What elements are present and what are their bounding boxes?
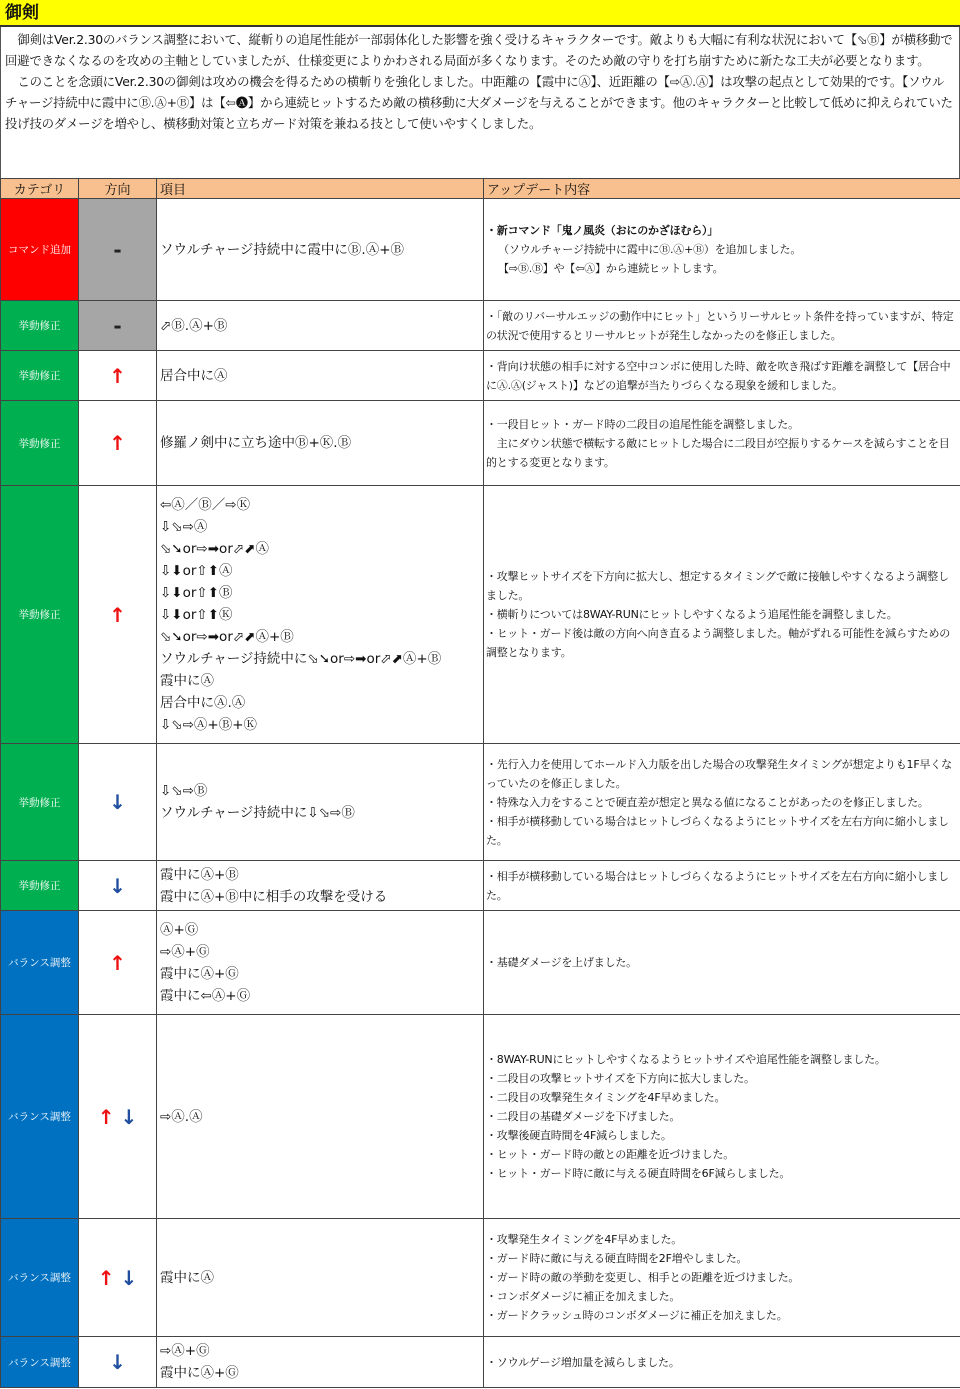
category-cell: 挙動修正 [1, 351, 79, 401]
item-cell [157, 351, 484, 401]
update-table [0, 178, 960, 1388]
table-row [1, 351, 960, 401]
update-cell [484, 401, 960, 486]
category-cell: 挙動修正 [1, 301, 79, 351]
item-cell [157, 1219, 484, 1337]
direction-cell [79, 351, 157, 401]
item-line: ⇨Ⓐ.Ⓐ [160, 1108, 203, 1125]
item-line: 霞中にⒶ+Ⓖ [160, 1365, 239, 1381]
category-cell: バランス調整 [1, 911, 79, 1015]
item-line: ⇨Ⓐ+Ⓖ [160, 943, 210, 960]
update-cell [484, 301, 960, 351]
item-line: ⇩⬇or⇧⬆Ⓑ [160, 584, 233, 601]
table-row [1, 861, 960, 911]
item-cell [157, 1337, 484, 1388]
item-cell [157, 486, 484, 744]
direction-cell [79, 401, 157, 486]
update-line: ・二段目の攻撃発生タイミングを4F早めました。 [486, 1091, 726, 1104]
update-line: ・横斬りについては8WAY-RUNにヒットしやすくなるよう追尾性能を調整しました。 [486, 608, 898, 621]
table-row [1, 301, 960, 351]
item-cell [157, 1015, 484, 1219]
direction-cell [79, 744, 157, 861]
item-line: 霞中に⇦Ⓐ+Ⓖ [160, 987, 251, 1004]
item-line: ⇨Ⓐ+Ⓖ [160, 1343, 210, 1359]
update-line: ・攻撃ヒットサイズを下方向に拡大し、想定するタイミングで敵に接触しやすくなるよう調整しました。 [486, 570, 949, 602]
page-title: 御剣 [0, 0, 960, 27]
update-cell [484, 351, 960, 401]
update-line: ・コンボダメージに補正を加えました。 [486, 1290, 681, 1303]
update-line: ・ガードクラッシュ時のコンボダメージに補正を加えました。 [486, 1309, 788, 1322]
table-row [1, 401, 960, 486]
category-cell: コマンド追加 [1, 199, 79, 301]
item-line: ⇩⬂⇨Ⓑ [160, 783, 208, 799]
up-arrow-icon: ↑ [109, 431, 126, 455]
item-line: ⇩⬂⇨Ⓐ+Ⓑ+Ⓚ [160, 716, 258, 733]
item-line: Ⓐ+Ⓖ [160, 921, 199, 938]
item-line: 居合中にⒶ.Ⓐ [160, 694, 246, 711]
item-cell [157, 301, 484, 351]
direction-cell [79, 911, 157, 1015]
item-line: 修羅ノ剣中に立ち途中Ⓑ+Ⓚ.Ⓑ [160, 435, 352, 451]
category-cell: バランス調整 [1, 1015, 79, 1219]
item-line: 霞中にⒶ+Ⓖ [160, 965, 239, 982]
item-line: ⬂➘or⇨➡or⬀⬈Ⓐ [160, 540, 269, 557]
update-line: ・8WAY-RUNにヒットしやすくなるようヒットサイズや追尾性能を調整しました。 [486, 1053, 886, 1066]
direction-cell [79, 1337, 157, 1388]
update-line: ・相手が横移動している場合はヒットしづらくなるようにヒットサイズを左右方向に縮小しました。 [486, 814, 949, 847]
category-cell: バランス調整 [1, 1337, 79, 1388]
table-header-row [1, 179, 960, 199]
update-line: ・相手が横移動している場合はヒットしづらくなるようにヒットサイズを左右方向に縮小しました。 [486, 869, 949, 902]
item-line: ⇩⬇or⇧⬆Ⓐ [160, 562, 233, 579]
up-arrow-icon: ↑ [97, 1104, 115, 1129]
update-line: ・二段目の攻撃ヒットサイズを下方向に拡大しました。 [486, 1072, 755, 1085]
direction-cell: - [79, 301, 157, 351]
item-cell [157, 744, 484, 861]
category-cell: バランス調整 [1, 1219, 79, 1337]
update-line: ・背向け状態の相手に対する空中コンボに使用した時、敵を吹き飛ばす距離を調整して【居合中にⒶ.Ⓐ(ジャスト)】などの追撃が当たりづらくなる現象を緩和しました。 [486, 359, 951, 392]
update-line: ・ヒット・ガード時の敵との距離を近づけました。 [486, 1148, 735, 1161]
item-line: 霞中にⒶ [160, 672, 214, 689]
item-line: ⬂➘or⇨➡or⬀⬈Ⓐ+Ⓑ [160, 628, 294, 645]
header-item: 項目 [157, 179, 484, 199]
down-arrow-icon: ↓ [120, 1104, 138, 1129]
update-line: ・一段目ヒット・ガード時の二段目の追尾性能を調整しました。 [486, 417, 799, 431]
header-category: カテゴリ [1, 179, 79, 199]
item-cell [157, 861, 484, 911]
table-row [1, 1337, 960, 1388]
table-row [1, 199, 960, 301]
direction-cell [79, 1015, 157, 1219]
item-line: ⇩⬂⇨Ⓐ [160, 518, 208, 535]
up-arrow-icon: ↑ [109, 363, 126, 388]
item-line: ⇦Ⓐ／Ⓑ／⇨Ⓚ [160, 496, 251, 513]
up-arrow-icon: ↑ [109, 950, 126, 975]
up-arrow-icon: ↑ [97, 1265, 115, 1290]
update-line: ・ヒット・ガード時に敵に与える硬直時間を6F減らしました。 [486, 1167, 791, 1180]
category-cell: 挙動修正 [1, 861, 79, 911]
table-row [1, 1219, 960, 1337]
update-cell [484, 911, 960, 1015]
item-line: ⇩⬇or⇧⬆Ⓚ [160, 606, 233, 623]
table-row [1, 1015, 960, 1219]
update-cell [484, 199, 960, 301]
up-arrow-icon: ↑ [109, 602, 126, 627]
direction-cell [79, 486, 157, 744]
item-line: ソウルチャージ持続中に霞中にⒷ.Ⓐ+Ⓑ [160, 241, 405, 258]
update-cell [484, 744, 960, 861]
item-line: 霞中にⒶ+Ⓑ中に相手の攻撃を受ける [160, 888, 388, 905]
update-cell [484, 861, 960, 911]
item-line: 霞中にⒶ [160, 1269, 214, 1286]
update-line: ・「敵のリバーサルエッジの動作中にヒット」というリーサルヒット条件を持っていますが、特定の状況で使用するとリーサルヒットが発生しなかったのを修正しました。 [486, 309, 954, 342]
item-line: ⬀Ⓑ.Ⓐ+Ⓑ [160, 317, 228, 334]
down-arrow-icon: ↓ [109, 790, 126, 814]
update-line: ・新コマンド「鬼ノ風炎（おにのかざほむら）」 [486, 224, 719, 237]
update-line: ・攻撃発生タイミングを4F早めました。 [486, 1233, 683, 1246]
category-cell: 挙動修正 [1, 744, 79, 861]
item-cell [157, 199, 484, 301]
update-line: 【⇨Ⓑ.Ⓑ】や【⇦Ⓐ】から連続ヒットします。 [498, 262, 724, 275]
category-cell: 挙動修正 [1, 401, 79, 486]
update-cell [484, 1219, 960, 1337]
update-line: ・攻撃後硬直時間を4F減らしました。 [486, 1129, 672, 1142]
direction-cell: - [79, 199, 157, 301]
update-line: ・ガード時の敵の挙動を変更し、相手との距離を近づけました。 [486, 1271, 800, 1284]
intro-paragraph: 御剣はVer.2.30のバランス調整において、縦斬りの追尾性能が一部弱体化した影響を強く受けるキャラクターです。敵よりも大幅に有利な状況において【⬂Ⓑ】が横移動で回避できなくなるのを攻めの主軸としていましたが、仕様変更によりかわされる局面が多くなります。そのため敵の守りを打ち崩すために新たな工夫が必要となります。 [5, 32, 953, 68]
update-line: ・基礎ダメージを上げました。 [486, 956, 637, 969]
update-line: ・特殊な入力をすることで硬直差が想定と異なる値になることがあったのを修正しました。 [486, 795, 929, 809]
update-line: ・ヒット・ガード後は敵の方向へ向き直るよう調整しました。軸がずれる可能性を減らすための調整となります。 [486, 627, 951, 659]
down-arrow-icon: ↓ [109, 1350, 126, 1374]
update-cell [484, 1337, 960, 1388]
item-line: 霞中にⒶ+Ⓑ [160, 866, 239, 883]
update-cell [484, 1015, 960, 1219]
header-update: アップデート内容 [484, 179, 960, 199]
table-row [1, 486, 960, 744]
category-cell: 挙動修正 [1, 486, 79, 744]
update-line: ・二段目の基礎ダメージを下げました。 [486, 1110, 681, 1123]
header-direction: 方向 [79, 179, 157, 199]
direction-cell [79, 861, 157, 911]
table-row [1, 744, 960, 861]
direction-cell [79, 1219, 157, 1337]
table-row [1, 911, 960, 1015]
intro-paragraph: このことを念頭にVer.2.30の御剣は攻めの機会を得るための横斬りを強化しました。中距離の【霞中にⒶ】、近距離の【⇨Ⓐ.Ⓐ】は攻撃の起点として効果的です。【ソウルチャージ持続中に霞中にⒷ.Ⓐ+Ⓑ】は【⇦🅐】から連続ヒットするため敵の横移動に大ダメージを与えることができます。他のキャラクターと比較して低めに抑えられていた投げ技のダメージを増やし、横移動対策と立ちガード対策を兼ねる技として使いやすくしました。 [5, 74, 953, 131]
intro-text [0, 27, 960, 178]
update-line: ・ガード時に敵に与える硬直時間を2F増やしました。 [486, 1252, 748, 1265]
item-cell [157, 401, 484, 486]
update-cell [484, 486, 960, 744]
item-line: ソウルチャージ持続中に⬂➘or⇨➡or⬀⬈Ⓐ+Ⓑ [160, 650, 442, 667]
down-arrow-icon: ↓ [120, 1265, 138, 1290]
item-line: 居合中にⒶ [160, 367, 228, 384]
down-arrow-icon: ↓ [109, 873, 126, 898]
update-line: （ソウルチャージ持続中に霞中にⒷ.Ⓐ+Ⓑ）を追加しました。 [498, 243, 802, 256]
update-line: ・先行入力を使用してホールド入力版を出した場合の攻撃発生タイミングが想定よりも1F早くなっていたのを修正しました。 [486, 757, 952, 790]
item-line: ソウルチャージ持続中に⇩⬂⇨Ⓑ [160, 805, 355, 821]
item-cell [157, 911, 484, 1015]
update-line: ・ソウルゲージ増加量を減らしました。 [486, 1355, 680, 1369]
update-line: 主にダウン状態で横転する敵にヒットした場合に二段目が空振りするケースを減らすことを目的とする変更となります。 [486, 436, 950, 469]
